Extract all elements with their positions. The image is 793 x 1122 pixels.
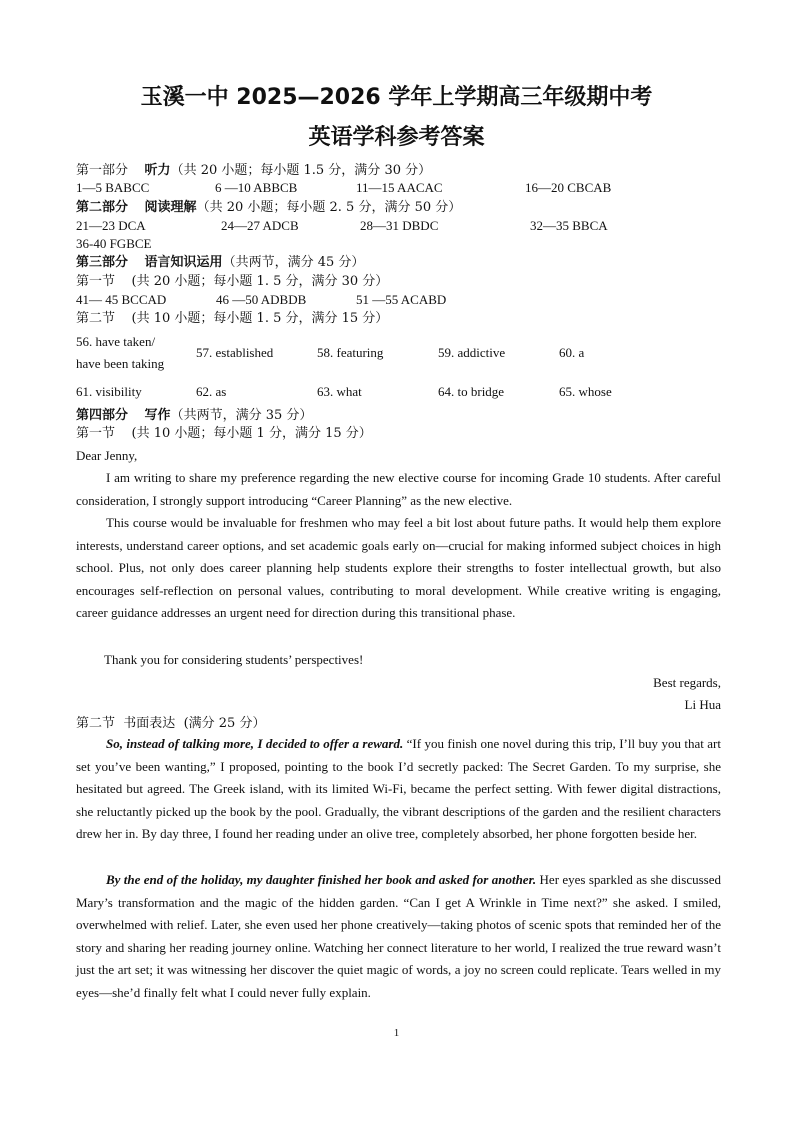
section-detail: (满分 25 分）	[183, 716, 266, 731]
answer-group: 21—23 DCA	[76, 218, 146, 233]
answer-cell: 58. featuring	[317, 345, 384, 360]
section-detail: (共 10 小题；每小题 1 分，满分 15 分）	[131, 426, 372, 441]
answer-cell: 57. established	[196, 345, 274, 360]
part4-section1-heading	[76, 426, 372, 442]
answer-group: 24—27 ADCB	[221, 218, 299, 233]
part4-detail: （共两节，满分 35 分）	[170, 408, 313, 423]
section-label: 第二节	[76, 716, 116, 731]
essay-lead-sentence: So, instead of talking more, I decided to offer a reward.	[106, 736, 404, 751]
document-subtitle: 英语学科参考答案	[308, 125, 485, 150]
document-title: 玉溪一中 2025—2026 学年上学期高三年级期中考	[140, 85, 653, 110]
answer-cell: 59. addictive	[438, 345, 506, 360]
answer-group: 46 —50 ADBDB	[216, 292, 307, 307]
part3-label: 第三部分	[76, 255, 129, 270]
part1-heading	[76, 163, 431, 179]
part3-section2-heading	[76, 311, 388, 327]
answer-group: 41— 45 BCCAD	[76, 292, 167, 307]
section-label: 第一节	[76, 426, 116, 441]
essay-lead-sentence: By the end of the holiday, my daughter finished her book and asked for another.	[106, 872, 537, 887]
letter-closing: Best regards,	[653, 675, 721, 690]
answer-group: 16—20 CBCAB	[525, 180, 612, 195]
answer-cell: 64. to bridge	[438, 384, 505, 399]
answer-cell: 62. as	[196, 384, 227, 399]
part2-label: 第二部分	[76, 200, 129, 215]
letter-paragraph: I am writing to share my preference regarding the new elective course for incoming Grade 10 students. After careful consideration, I strongly support introducing “Career Planning” as the new elective.	[76, 470, 721, 508]
answer-group: 11—15 AACAC	[356, 180, 443, 195]
letter-signature: Li Hua	[684, 697, 721, 712]
essay-body: “If you finish one novel during this trip, I’ll buy you that art set you’ve been wanting,” I proposed, pointing to the book I’d secretly packed: The Secret Garden. To my surprise, she hesitated but agreed. The Greek island, with its limited Wi-Fi, became the perfect setting. With fewer digital distractions, she reluctantly picked up the book by the pool. Gradually, the vibrant descriptions of the garden and the resilient characters drew her in. By day three, I found her reading under an olive tree, completely absorbed, her phone forgotten beside her.	[76, 736, 721, 842]
answer-cell: 63. what	[317, 384, 362, 399]
section-label: 第二节	[76, 311, 116, 326]
essay-body: Her eyes sparkled as she discussed Mary’s transformation and the magic of the hidden garden. “Can I get A Wrinkle in Time next?” she asked. I smiled, overwhelmed with relief. Later, she even used her phone creatively—taking photos of scenic spots that reminded her of the story and sharing her reading journey online. Watching her connect literature to her world, I realized the true reward wasn’t just the art set; it was witnessing her discover the quiet magic of words, a joy no screen could replicate. Tears welled in my eyes—she’d finally felt what I could never fully explain.	[76, 872, 721, 1000]
answer-group: 28—31 DBDC	[360, 218, 439, 233]
section-label: 第一节	[76, 274, 116, 289]
answer-group: 36-40 FGBCE	[76, 236, 152, 251]
part3-name: 语言知识运用	[144, 255, 223, 270]
part4-heading	[76, 408, 312, 424]
answer-cell: 56. have taken/	[76, 334, 156, 349]
letter-paragraph: Thank you for considering students’ perspectives!	[104, 652, 364, 667]
essay-paragraph	[76, 733, 721, 846]
part2-name: 阅读理解	[144, 200, 197, 215]
part4-name: 写作	[144, 408, 171, 423]
essay-paragraph	[76, 869, 721, 1005]
section-detail: (共 20 小题；每小题 1. 5 分，满分 30 分）	[131, 274, 389, 289]
part2-detail: （共 20 小题；每小题 2. 5 分，满分 50 分）	[196, 200, 462, 215]
answer-group: 6 —10 ABBCB	[215, 180, 298, 195]
answer-cell: 61. visibility	[76, 384, 142, 399]
part1-label: 第一部分	[76, 163, 129, 178]
part4-section2-heading	[76, 716, 265, 732]
letter-paragraph: This course would be invaluable for freshmen who may feel a bit lost about future paths. It would help them explore interests, understand career options, and set academic goals early on—crucial for making informed subject choices in high school. Plus, not only does career planning help students explore their strengths to foster intellectual growth, but also encourages self-reflection on personal values, contributing to moral development. While creative writing is engaging, career guidance addresses an urgent need for direction during this transitional phase.	[76, 515, 721, 621]
part1-detail: （共 20 小题；每小题 1.5 分，满分 30 分）	[170, 163, 432, 178]
part3-section1-heading	[76, 274, 388, 290]
answer-cell: 60. a	[559, 345, 585, 360]
letter-greeting: Dear Jenny,	[76, 448, 138, 463]
answer-group: 32—35 BBCA	[530, 218, 608, 233]
page-number: 1	[393, 1027, 400, 1039]
section-name: 书面表达	[123, 716, 176, 731]
part1-name: 听力	[144, 163, 171, 178]
section-detail: (共 10 小题；每小题 1. 5 分，满分 15 分）	[131, 311, 389, 326]
part3-heading	[76, 255, 364, 271]
answer-group: 1—5 BABCC	[76, 180, 150, 195]
answer-cell: 65. whose	[559, 384, 612, 399]
answer-group: 51 —55 ACABD	[356, 292, 447, 307]
part2-heading	[76, 200, 461, 216]
part4-label: 第四部分	[76, 408, 129, 423]
part3-detail: （共两节，满分 45 分）	[222, 255, 365, 270]
answer-cell: have been taking	[76, 356, 165, 371]
